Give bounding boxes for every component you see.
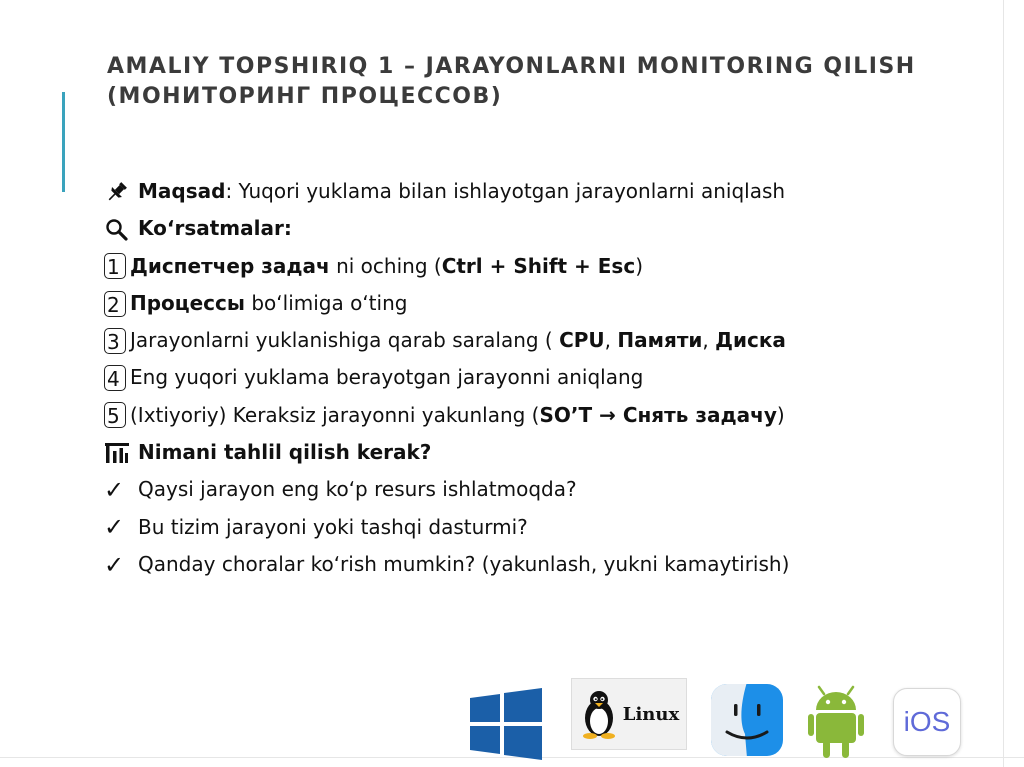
step-row [104, 359, 984, 396]
bar-chart-icon [104, 441, 130, 465]
pushpin-icon [104, 180, 130, 204]
check-icon: ✓ [104, 550, 125, 579]
step-5-action: SO’T → Снять задачу [539, 402, 777, 427]
android-logo-icon [808, 684, 864, 760]
goal-row [104, 173, 984, 210]
step-number-5: 5 [104, 402, 126, 428]
goal-label: Maqsad [138, 179, 226, 203]
tux-penguin-icon [579, 688, 619, 740]
step-row [104, 397, 984, 434]
title-line-1: AMALIY TOPSHIRIQ 1 – JARAYONLARNI MONITORING QILISH [107, 54, 916, 79]
step-1-close: ) [635, 253, 644, 278]
accent-bar [62, 92, 65, 192]
linux-label: Linux [622, 703, 680, 725]
title-line-2: (МОНИТОРИНГ ПРОЦЕССОВ) [107, 84, 503, 109]
step-1-shortcut: Ctrl + Shift + Esc [441, 253, 636, 278]
step-number-4: 4 [104, 365, 126, 391]
step-1-text: ni oching ( [329, 253, 442, 278]
question-text: Bu tizim jarayoni yoki tashqi dasturmi? [138, 514, 528, 539]
magnifier-icon [104, 217, 130, 241]
step-3-sep-2: , [702, 328, 716, 353]
step-3-memory: Памяти [617, 328, 703, 353]
step-number-3: 3 [104, 328, 126, 354]
step-row [104, 248, 984, 285]
goal-text: : Yuqori yuklama bilan ishlayotgan jarayonlarni aniqlash [225, 179, 786, 203]
slide-content [104, 173, 984, 583]
linux-logo [571, 678, 687, 750]
question-text: Qanday choralar koʻrish mumkin? (yakunlash, yukni kamaytirish) [138, 551, 790, 576]
question-row [104, 546, 984, 583]
step-row [104, 322, 984, 359]
step-5-text: (Ixtiyoriy) Keraksiz jarayonni yakunlang ( [130, 402, 540, 427]
analysis-row [104, 434, 984, 471]
question-row [104, 509, 984, 546]
finder-logo-icon [709, 682, 785, 758]
step-number-2: 2 [104, 291, 126, 317]
instructions-label: Koʻrsatmalar: [138, 216, 292, 241]
step-3-cpu: CPU [559, 328, 605, 353]
step-1-bold: Диспетчер задач [130, 253, 330, 278]
step-number-1: 1 [104, 253, 126, 279]
step-3-text: Jarayonlarni yuklanishiga qarab saralang ( [130, 328, 560, 353]
slide-title [107, 52, 987, 112]
windows-logo-icon [470, 688, 542, 760]
slide-frame-right [1003, 0, 1004, 767]
step-2-text: boʻlimiga oʻting [244, 290, 408, 315]
question-row [104, 471, 984, 508]
step-4-text: Eng yuqori yuklama berayotgan jarayonni aniqlang [130, 365, 644, 390]
check-icon: ✓ [104, 476, 125, 505]
os-logos [0, 678, 1024, 763]
step-2-bold: Процессы [130, 290, 245, 315]
step-5-close: ) [776, 402, 785, 427]
check-icon: ✓ [104, 513, 125, 542]
instructions-row [104, 210, 984, 247]
step-row [104, 285, 984, 322]
question-text: Qaysi jarayon eng koʻp resurs ishlatmoqda? [138, 477, 577, 502]
step-3-disk: Диска [715, 328, 786, 353]
step-3-sep-1: , [604, 328, 618, 353]
ios-logo: iOS [893, 688, 961, 756]
analysis-label: Nimani tahlil qilish kerak? [138, 440, 432, 465]
